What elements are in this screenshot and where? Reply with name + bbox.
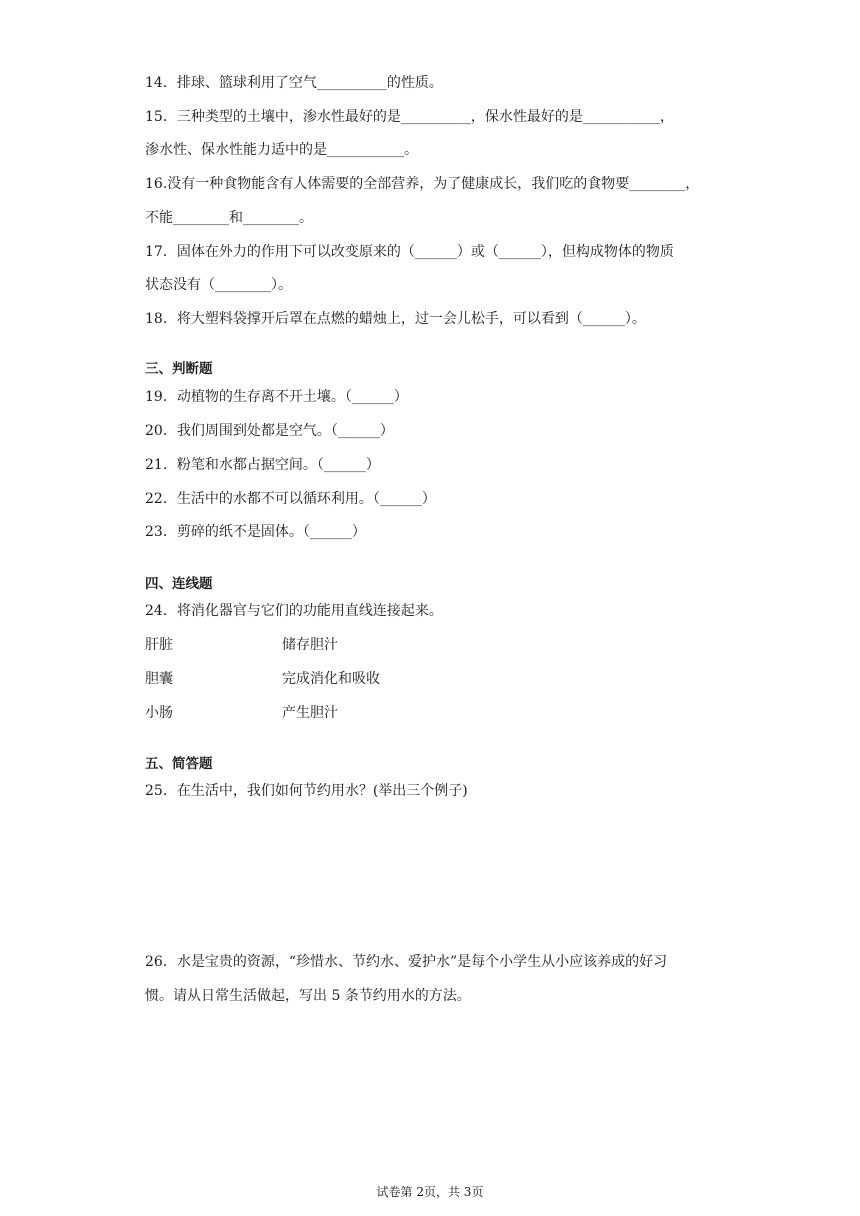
- question-16-line-1: 16.没有一种食物能含有人体需要的全部营养，为了健康成长，我们吃的食物要________，: [145, 176, 700, 192]
- section-heading-matching: 四、连线题: [145, 576, 213, 592]
- section-heading-judge: 三、判断题: [145, 361, 213, 377]
- question-23: 23．剪碎的纸不是固体。（______）: [145, 524, 366, 540]
- match-right-item: 产生胆汁: [282, 705, 338, 721]
- question-16-line-2: 不能________和________。: [145, 210, 313, 226]
- question-26-line-1: 26．水是宝贵的资源，“珍惜水、节约水、爱护水”是每个小学生从小应该养成的好习: [145, 954, 668, 970]
- question-25: 25．在生活中，我们如何节约用水？(举出三个例子): [145, 783, 468, 799]
- match-right-item: 完成消化和吸收: [282, 671, 380, 687]
- page-footer: 试卷第 2页，共 3页: [376, 1185, 484, 1199]
- question-17-line-1: 17．固体在外力的作用下可以改变原来的（______）或（______），但构成物体的物质: [145, 244, 674, 260]
- question-22: 22．生活中的水都不可以循环利用。（______）: [145, 491, 436, 507]
- question-15-line-1: 15．三种类型的土壤中，渗水性最好的是__________，保水性最好的是___________，: [145, 109, 674, 125]
- match-right-item: 储存胆汁: [282, 637, 338, 653]
- question-14: 14．排球、篮球利用了空气__________的性质。: [145, 75, 443, 91]
- question-20: 20．我们周围到处都是空气。（______）: [145, 423, 394, 439]
- question-26-line-2: 惯。请从日常生活做起，写出 5 条节约用水的方法。: [145, 988, 471, 1004]
- question-24: 24．将消化器官与它们的功能用直线连接起来。: [145, 603, 443, 619]
- question-21: 21．粉笔和水都占据空间。（______）: [145, 457, 380, 473]
- question-19: 19．动植物的生存离不开土壤。（______）: [145, 389, 408, 405]
- question-17-line-2: 状态没有（________）。: [145, 277, 292, 293]
- question-15-line-2: 渗水性、保水性能力适中的是___________。: [145, 142, 418, 158]
- match-left-item: 小肠: [145, 705, 173, 721]
- match-left-item: 肝脏: [145, 637, 173, 653]
- question-18: 18．将大塑料袋撑开后罩在点燃的蜡烛上，过一会儿松手，可以看到（______）。: [145, 311, 646, 327]
- match-left-item: 胆囊: [145, 671, 173, 687]
- section-heading-short-answer: 五、简答题: [145, 756, 213, 772]
